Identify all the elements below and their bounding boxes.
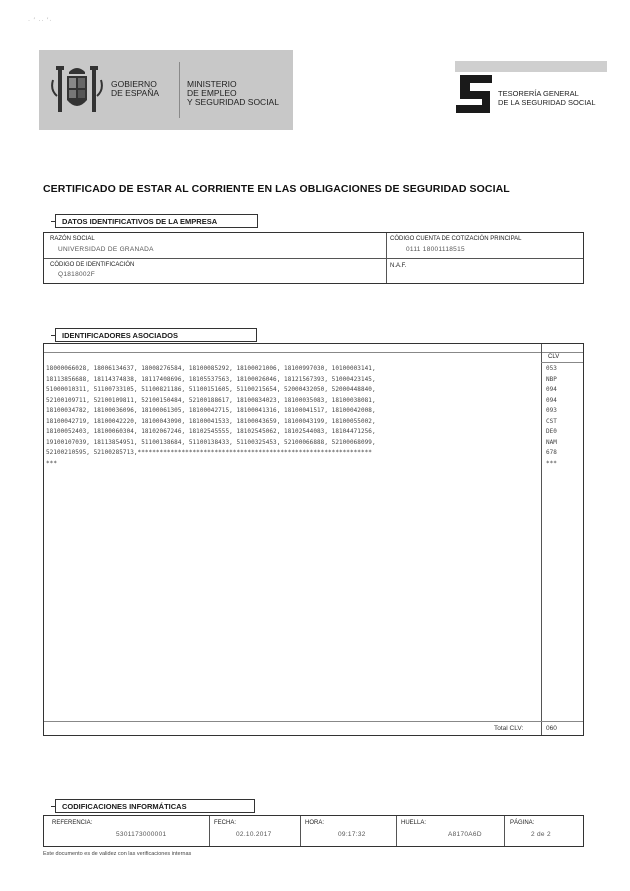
page-value: 2 de 2 (531, 831, 551, 838)
clv-code: 094 (546, 396, 557, 404)
tgss-logo-icon (456, 75, 492, 113)
company-name-value: UNIVERSIDAD DE GRANADA (58, 246, 154, 253)
footer-divider-1 (209, 816, 210, 846)
total-clv-value: 060 (546, 725, 557, 732)
ccc-row: *** (46, 459, 57, 467)
id-code-label: CÓDIGO DE IDENTIFICACIÓN (50, 262, 135, 268)
footer-divider-3 (396, 816, 397, 846)
company-divider-h (44, 258, 583, 259)
total-clv-label: Total CLV: (494, 725, 524, 732)
clv-code: 053 (546, 365, 557, 372)
ministry-line-2: DE EMPLEO (187, 88, 237, 98)
ccc-row: 52100109711, 52100109811, 52100150484, 52100188617, 18100834023, 18100035083, 18100038081, (46, 396, 376, 404)
clv-code: 094 (546, 386, 557, 393)
ccc-row: 18000066028, 18006134637, 18008276584, 18100085292, 18100021006, 18100997030, 10100003141, (46, 365, 376, 372)
government-header (39, 50, 293, 130)
coat-of-arms-icon (49, 60, 105, 120)
ccc-value: 0111 18001118515 (406, 246, 465, 253)
page-label: PÁGINA: (510, 820, 535, 826)
footer-divider-4 (504, 816, 505, 846)
scan-mark: · ′ ·· ′· (28, 18, 53, 24)
clv-code: 678 (546, 449, 557, 456)
ministry-line-3: Y SEGURIDAD SOCIAL (187, 97, 279, 107)
tgss-line-2: DE LA SEGURIDAD SOCIAL (498, 98, 596, 107)
gov-line-1: GOBIERNO (111, 79, 157, 89)
ccc-label: CÓDIGO CUENTA DE COTIZACIÓN PRINCIPAL (390, 236, 522, 242)
identifiers-header-line (44, 352, 583, 353)
identifiers-section-tab: IDENTIFICADORES ASOCIADOS (55, 328, 257, 342)
ministry-line-1: MINISTERIO (187, 79, 237, 89)
footer-divider-2 (300, 816, 301, 846)
company-section-tab: DATOS IDENTIFICATIVOS DE LA EMPRESA (55, 214, 258, 228)
codes-section-tab: CODIFICACIONES INFORMÁTICAS (55, 799, 255, 813)
codes-box (43, 815, 584, 847)
time-label: HORA: (305, 820, 325, 826)
ccc-row: 18113856688, 18114374838, 18117408696, 18105537563, 18100026046, 18121567393, 51000423145, (46, 375, 376, 383)
company-divider-v (386, 233, 387, 283)
clv-code: 093 (546, 407, 557, 414)
clv-column-divider (541, 344, 542, 735)
validity-note: Este documento es de validez con las verificaciones internas (43, 851, 192, 857)
gov-line-2: DE ESPAÑA (111, 88, 160, 98)
clv-code: *** (546, 459, 557, 467)
clv-header: CLV (548, 354, 560, 360)
clv-code: DE0 (546, 428, 557, 435)
ccc-row: 51000010311, 51100733105, 51100821186, 51100151605, 51100215654, 52000432050, 52000448840, (46, 386, 376, 393)
clv-header-line (541, 362, 583, 363)
ccc-row: 18100034782, 18100036096, 18100061305, 18100042715, 18100041316, 18100041517, 18100042008, (46, 407, 376, 414)
tgss-bar (455, 61, 607, 72)
ministry-label (187, 80, 279, 107)
government-label (111, 80, 159, 98)
clv-code: NAM (546, 438, 557, 446)
ccc-row: 18100052403, 18100060304, 18102067246, 18102545555, 18102545062, 18102544083, 18104471256, (46, 428, 376, 435)
ccc-row: 18100042719, 18100042220, 18100043090, 18100041533, 18100043659, 18100043199, 18100055002, (46, 417, 376, 425)
identifiers-box (43, 343, 584, 736)
header-divider (179, 62, 180, 118)
company-data-box (43, 232, 584, 284)
time-value: 09:17:32 (338, 831, 366, 838)
ccc-row: 52100210595, 52100285713,**************************************************************** (46, 449, 372, 456)
tgss-label (498, 89, 596, 107)
date-value: 02.10.2017 (236, 831, 272, 838)
reference-label: REFERENCIA: (52, 820, 93, 826)
naf-label: N.A.F. (390, 263, 407, 269)
clv-code: NBP (546, 375, 557, 383)
company-name-label: RAZÓN SOCIAL (50, 236, 95, 242)
ccc-row: 19100107039, 18113854951, 51100138684, 51100138433, 51100325453, 52100066888, 52100068099, (46, 438, 376, 446)
tgss-line-1: TESORERÍA GENERAL (498, 89, 579, 98)
print-value: A8170A6D (448, 831, 482, 838)
id-code-value: Q1818002F (58, 271, 96, 278)
document-title: CERTIFICADO DE ESTAR AL CORRIENTE EN LAS OBLIGACIONES DE SEGURIDAD SOCIAL (43, 183, 510, 195)
total-line (44, 721, 583, 722)
clv-code: CST (546, 417, 557, 425)
print-label: HUELLA: (401, 820, 427, 826)
date-label: FECHA: (214, 820, 237, 826)
reference-value: 5301173000001 (116, 831, 167, 838)
